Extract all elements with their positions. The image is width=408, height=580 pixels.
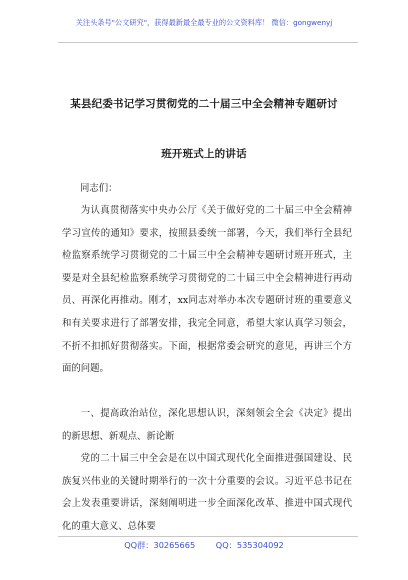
- paragraph-text: 为认真贯彻落实中央办公厅《关于做好党的二十届三中全会精神学习宣传的通知》要求，按照县委统一部署，今天，我们举行全县纪检监察系统学习贯彻党的二十届三中全会精神专题研讨班开班式，主要是对全县纪检监察系统学习贯彻党的二十届三中全会精神进行再动员、再深化再推动。刚才，xx同志对举办本次专题研讨班的重要意义和有关要求进行了部署安排，我完全同意，希望大家认真学习领会，不折不扣抓好贯彻落实。下面，根据常委会研究的意见，再讲三个方面的问题。: [62, 205, 352, 375]
- body-paragraph-1: [62, 200, 352, 381]
- paragraph-text: 一、提高政治站位，深化思想认识，深刻领会全会《决定》提出的新思想、新观点、新论断: [62, 408, 352, 442]
- header-divider: [58, 42, 358, 43]
- footer-divider: [58, 536, 358, 537]
- body-paragraph-heading-1: [62, 403, 352, 448]
- document-title-line1: 某县纪委书记学习贯彻党的二十届三中全会精神专题研讨: [70, 98, 338, 110]
- footer-qq-group: QQ群：30265665: [124, 540, 196, 550]
- footer-qq-personal: QQ：535304092: [215, 540, 284, 550]
- salutation: 同志们：: [80, 183, 118, 194]
- document-title-line2: 班开班式上的讲话: [161, 148, 247, 160]
- paragraph-text: 党的二十届三中全会是在以中国式现代化全面推进强国建设、民族复兴伟业的关键时期举行的一次十分重要的会议。习近平总书记在会上发表重要讲话，深刻阐明进一步全面深化改革、推进中国式现代化的重大意义、总体要: [62, 453, 352, 532]
- header-promo-note: 关注头条号"公文研究"，获得最新最全最专业的公文资料库！ 微信：gongwenyj: [75, 18, 333, 27]
- footer-contact: [0, 540, 408, 551]
- body-paragraph-2: [62, 448, 352, 538]
